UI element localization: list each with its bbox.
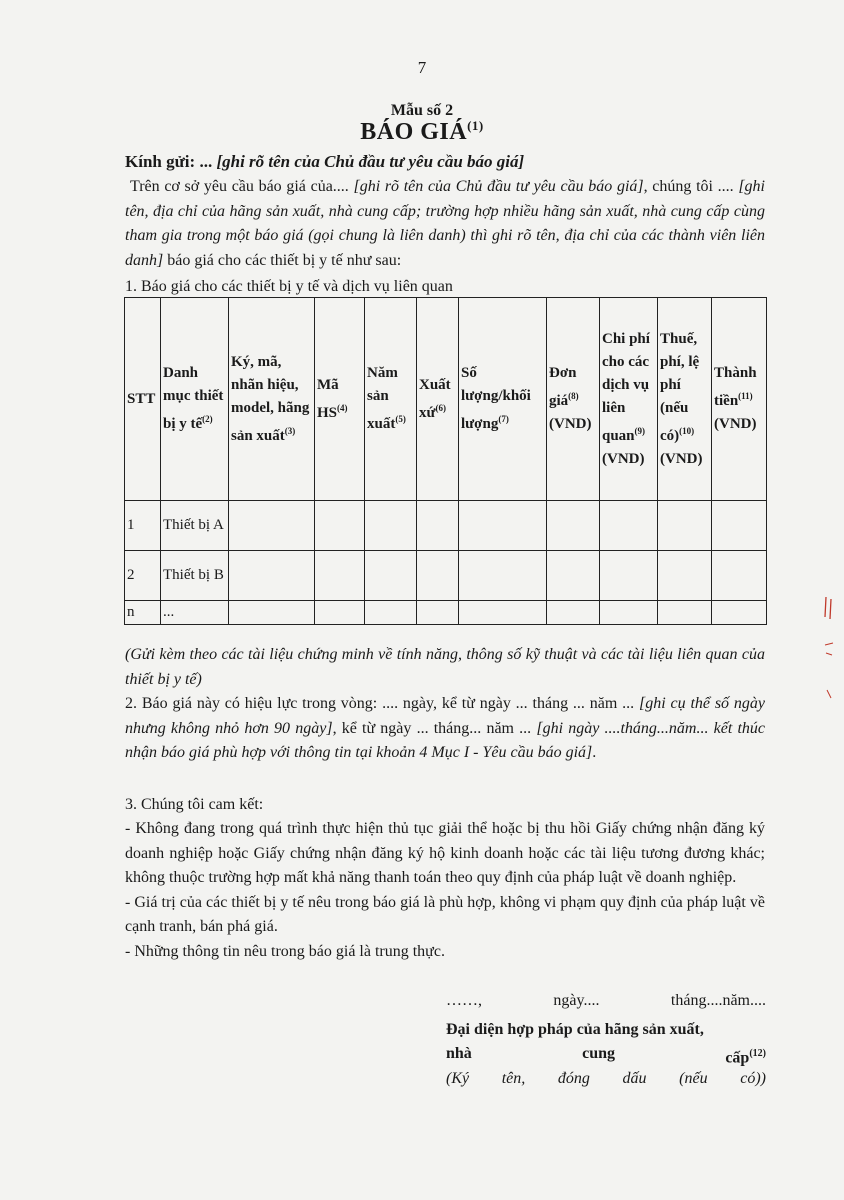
section2-part5: . — [592, 744, 597, 761]
header-item: Danh mục thiết bị y tế$^{(2)}$ — [161, 298, 229, 501]
intro-part2: [ghi rõ tên của Chủ đầu tư yêu cầu báo giá] — [353, 178, 644, 195]
cell-item: ... — [161, 601, 229, 625]
role-line1: Đại diện hợp pháp của hãng sản xuất, — [446, 1021, 704, 1038]
intro-part4: [ghi tên, địa chỉ của hãng sản xuất, nhà cung cấp; trường hợp nhiều hãng sản xuất, nhà cung cấp cùng tham gia trong một báo giá (gọi chung là liên danh) thì ghi rõ tên, địa chỉ của các thành viên liên danh] — [125, 178, 765, 269]
header-total: Thành tiền$^{(11)}$ (VND) — [712, 298, 767, 501]
page-number: 7 — [417, 58, 427, 77]
attachment-note: (Gửi kèm theo các tài liệu chứng minh về tính năng, thông số kỹ thuật và các tài liệu liên quan của thiết bị y tế) — [125, 646, 765, 688]
table-row — [125, 601, 767, 625]
intro-part1: Trên cơ sở yêu cầu báo giá của.... — [130, 178, 354, 195]
cell-item: Thiết bị A — [161, 501, 229, 551]
table-row — [125, 551, 767, 601]
section2-part2: [ghi cụ thể số ngày nhưng không nhỏ hơn 90 ngày] — [125, 695, 765, 737]
intro-part3: , chúng tôi .... — [643, 178, 739, 195]
header-tax: Thuế, phí, lệ phí (nếu có)$^{(10)}$ (VND) — [658, 298, 712, 501]
table-row — [125, 501, 767, 551]
commitments-list — [125, 817, 765, 964]
signature-date: ……, ngày.... tháng....năm.... — [446, 992, 766, 1009]
commitment-item: - Không đang trong quá trình thực hiện thủ tục giải thể hoặc bị thu hồi Giấy chứng nhận đăng ký doanh nghiệp hoặc Giấy chứng nhận đăng ký hộ kinh doanh hoặc các tài liệu tương đương khác; không thuộc trường hợp mất khả năng thanh toán theo quy định của pháp luật về doanh nghiệp. — [125, 820, 765, 886]
section2-part1: 2. Báo giá này có hiệu lực trong vòng: .... ngày, kể từ ngày ... tháng ... năm ... — [125, 695, 639, 712]
margin-stamp-mark — [822, 595, 836, 715]
cell-item: Thiết bị B — [161, 551, 229, 601]
title-text: BÁO GIÁ — [360, 119, 468, 145]
header-unit-price: Đơn giá$^{(8)}$ (VND) — [547, 298, 600, 501]
section2-part4: [ghi ngày ....tháng...năm... kết thúc nhận báo giá phù hợp với thông tin tại khoản 4 Mục I - Yêu cầu báo giá] — [125, 719, 766, 761]
section2-paragraph — [125, 692, 765, 766]
signature-instruction: (Ký tên, đóng dấu (nếu có)) — [446, 1070, 766, 1087]
header-stt: STT — [125, 298, 161, 501]
cell-stt: 2 — [125, 551, 161, 601]
cell-stt: n — [125, 601, 161, 625]
commitment-item: - Giá trị của các thiết bị y tế nêu trong báo giá là phù hợp, không vi phạm quy định của pháp luật về cạnh tranh, bán phá giá. — [125, 893, 765, 935]
form-number: Mẫu số 2 — [390, 102, 454, 119]
header-model: Ký, mã, nhãn hiệu, model, hãng sản xuất$^{(3)}$ — [229, 298, 315, 501]
table-header-row — [125, 298, 767, 501]
recipient-line — [125, 150, 765, 175]
document-title — [0, 118, 844, 146]
signature-role — [446, 1018, 766, 1070]
section1-title: 1. Báo giá cho các thiết bị y tế và dịch vụ liên quan — [125, 278, 453, 295]
header-origin: Xuất xứ$^{(6)}$ — [417, 298, 459, 501]
section3-title: 3. Chúng tôi cam kết: — [125, 796, 264, 813]
header-quantity: Số lượng/khối lượng$^{(7)}$ — [459, 298, 547, 501]
title-footnote: (1) — [467, 118, 484, 133]
commitment-item: - Những thông tin nêu trong báo giá là trung thực. — [125, 942, 445, 960]
section2-part3: , kể từ ngày ... tháng... năm ... — [332, 719, 537, 737]
header-hs-code: Mã HS$^{(4)}$ — [315, 298, 365, 501]
role-line2: nhà cung cấp$^{(12)}$ — [446, 1045, 766, 1067]
header-year: Năm sản xuất$^{(5)}$ — [365, 298, 417, 501]
recipient-label: Kính gửi: ... — [125, 152, 217, 171]
cell-stt: 1 — [125, 501, 161, 551]
quote-table — [124, 297, 767, 625]
header-service-cost: Chi phí cho các dịch vụ liên quan$^{(9)}$ (VND) — [600, 298, 658, 501]
recipient-placeholder: [ghi rõ tên của Chủ đầu tư yêu cầu báo giá] — [216, 152, 525, 171]
intro-part5: báo giá cho các thiết bị y tế như sau: — [163, 251, 402, 269]
intro-paragraph — [125, 175, 765, 273]
